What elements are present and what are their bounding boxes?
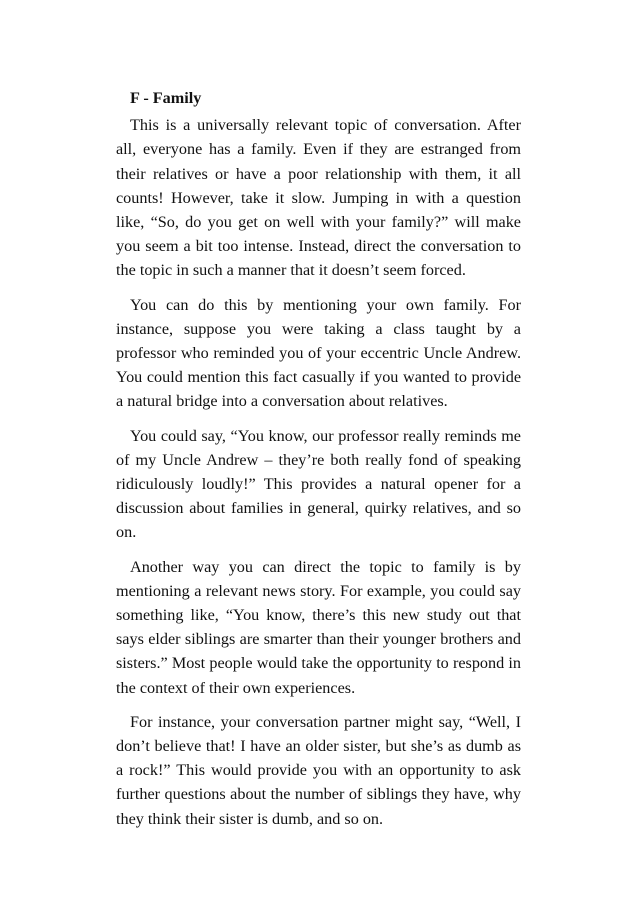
- paragraph-intro: This is a universally relevant topic of conversation. After all, everyone has a family. Even if they are estranged from their relatives or have a poor relationship with them, it all counts! However, take it slow. Jumping in with a question like, “So, do you get on well with your family?” will make you seem a bit too intense. Instead, direct the conversation to the topic in such a manner that it doesn’t seem forced.: [116, 116, 521, 280]
- paragraph-sister-example: For instance, your conversation partner might say, “Well, I don’t believe that! I have an older sister, but she’s as dumb as a rock!” This would provide you with an opportunity to ask further questions about the number of siblings they have, why they think their sister is dumb, and so on.: [116, 712, 521, 828]
- paragraph-uncle-example: You could say, “You know, our professor really reminds me of my Uncle Andrew – they’re both really fond of speaking ridiculously loudly!” This provides a natural opener for a discussion about families in general, quirky relatives, and so on.: [116, 426, 521, 542]
- document-page: [116, 86, 521, 841]
- paragraph-own-family: You can do this by mentioning your own family. For instance, suppose you were taking a class taught by a professor who reminded you of your eccentric Uncle Andrew. You could mention this fact casually if you wanted to provide a natural bridge into a conversation about relatives.: [116, 295, 521, 411]
- paragraph-news-story: Another way you can direct the topic to family is by mentioning a relevant news story. For example, you could say something like, “You know, there’s this new study out that says elder siblings are smarter than their younger brothers and sisters.” Most people would take the opportunity to respond in the context of their own experiences.: [116, 557, 521, 697]
- section-heading: F - Family: [130, 89, 202, 107]
